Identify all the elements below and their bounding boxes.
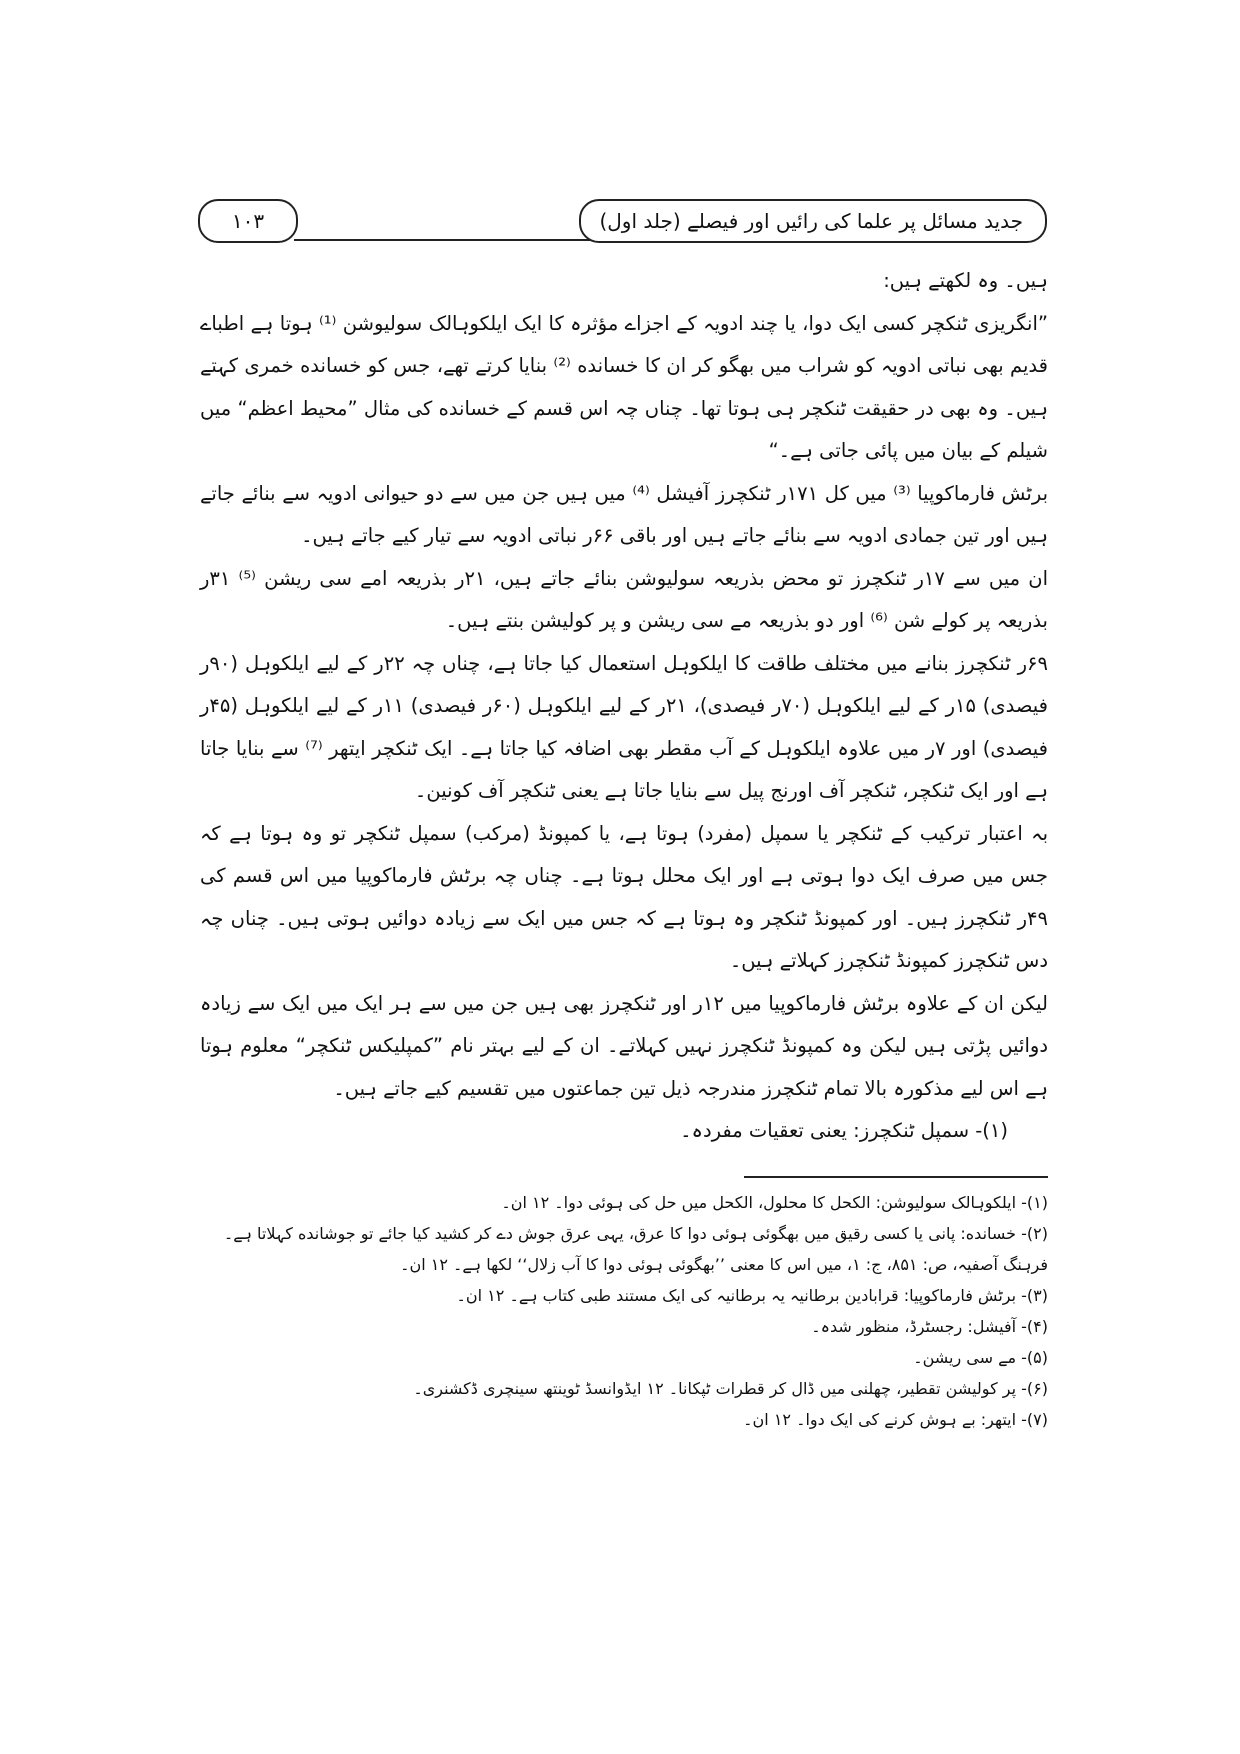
page-number: ۱۰۳ <box>198 199 298 243</box>
footnotes <box>200 1187 1048 1435</box>
footnote: (۵)- مے سی ریشن۔ <box>913 1348 1048 1367</box>
footnote: (۳)- برٹش فارماکوپیا: قرابادین برطانیہ یہ برطانیہ کی ایک مستند طبی کتاب ہے۔ ۱۲ ان۔ <box>456 1286 1048 1305</box>
footnote: (۶)- پر کولیشن تقطیر، چھلنی میں ڈال کر قطرات ٹپکانا۔ ۱۲ ایڈوانسڈ ٹوینتھ سینچری ڈکشنری۔ <box>413 1379 1048 1398</box>
footnote: (۴)- آفیشل: رجسٹرڈ، منظور شدہ۔ <box>811 1317 1048 1336</box>
footnote: (۷)- ایتھر: بے ہوش کرنے کی ایک دوا۔ ۱۲ ان۔ <box>743 1410 1048 1429</box>
body-paragraph: ۶۹ر ٹنکچرز بنانے میں مختلف طاقت کا ایلکوہل استعمال کیا جاتا ہے، چناں چہ ۲۲ر کے لیے ایلکوہل (۹۰ر فیصدی) ۱۵ر کے لیے ایلکوہل (۷۰ر فیصدی)، ۲۱ر کے لیے ایلکوہل (۶۰ر فیصدی) ۱۱ر کے لیے ایلکوہل (۴۵ر فیصدی) اور ۷ر میں علاوہ ایلکوہل کے آب مقطر بھی اضافہ کیا جاتا ہے۔ ایک ٹنکچر ایتھر ⁽⁷⁾ سے بنایا جاتا ہے اور ایک ٹنکچر، ٹنکچر آف اورنج پیل سے بنایا جاتا ہے یعنی ٹنکچر آف کونین۔ <box>200 651 1049 802</box>
main-text <box>200 260 1048 1153</box>
body-paragraph: ہیں۔ وہ لکھتے ہیں: <box>883 269 1048 292</box>
footnote: (۱)- ایلکوہالک سولیوشن: الکحل کا محلول، الکحل میں حل کی ہوئی دوا۔ ۱۲ ان۔ <box>501 1193 1048 1212</box>
body-paragraph: (۱)- سمپل ٹنکچرز: یعنی تعقیات مفردہ۔ <box>680 1119 1008 1142</box>
footnote: (۲)- خسانده: پانی یا کسی رقیق میں بھگوئی ہوئی دوا کا عرق، یہی عرق جوش دے کر کشید کیا جائے تو جوشانده کہلاتا ہے۔ فرہنگ آصفیہ، ص: ۸۵۱، ج: ۱، میں اس کا معنی ’’بھگوئی ہوئی دوا کا آب زلال‘‘ لکھا ہے۔ ۱۲ ان۔ <box>223 1224 1048 1274</box>
body-paragraph: بہ اعتبار ترکیب کے ٹنکچر یا سمپل (مفرد) ہوتا ہے، یا کمپونڈ (مرکب) سمپل ٹنکچر تو وہ ہوتا ہے کہ جس میں صرف ایک دوا ہوتی ہے اور ایک محلل ہوتا ہے۔ چناں چہ برٹش فارماکوپیا میں اس قسم کی ۴۹ر ٹنکچرز ہیں۔ اور کمپونڈ ٹنکچر وہ ہوتا ہے کہ جس میں ایک سے زیادہ دوائیں ہوتی ہیں۔ چناں چہ دس ٹنکچرز کمپونڈ ٹنکچرز کہلاتے ہیں۔ <box>200 821 1048 972</box>
body-paragraph: ”انگریزی ٹنکچر کسی ایک دوا، یا چند ادویہ کے اجزاے مؤثرہ کا ایک ایلکوہالک سولیوشن ⁽¹⁾ ہوتا ہے اطباے قدیم بھی نباتی ادویہ کو شراب میں بھگو کر ان کا خسانده ⁽²⁾ بنایا کرتے تھے، جس کو خسانده خمری کہتے ہیں۔ وہ بھی در حقیقت ٹنکچر ہی ہوتا تھا۔ چناں چہ اس قسم کے خسانده کی مثال ”محیط اعظم“ میں شیلم کے بیان میں پائی جاتی ہے۔“ <box>200 311 1048 462</box>
footnote-separator <box>744 1176 1048 1178</box>
page-header <box>198 199 1047 243</box>
body-paragraph: لیکن ان کے علاوہ برٹش فارماکوپیا میں ۱۲ر اور ٹنکچرز بھی ہیں جن میں سے ہر ایک میں ایک سے زیادہ دوائیں پڑتی ہیں لیکن وہ کمپونڈ ٹنکچرز نہیں کہلاتے۔ ان کے لیے بہتر نام ”کمپلیکس ٹنکچر“ معلوم ہوتا ہے اس لیے مذکورہ بالا تمام ٹنکچرز مندرجہ ذیل تین جماعتوں میں تقسیم کیے جاتے ہیں۔ <box>200 991 1048 1100</box>
body-paragraph: ان میں سے ۱۷ر ٹنکچرز تو محض بذریعہ سولیوشن بنائے جاتے ہیں، ۲۱ر بذریعہ امے سی ریشن ⁽⁵⁾ ۳۱ر بذریعہ پر کولے شن ⁽⁶⁾ اور دو بذریعہ مے سی ریشن و پر کولیشن بنتے ہیں۔ <box>200 566 1048 632</box>
body-paragraph: برٹش فارماکوپیا ⁽³⁾ میں کل ۱۷۱ر ٹنکچرز آفیشل ⁽⁴⁾ میں ہیں جن میں سے دو حیوانی ادویہ سے بنائے جاتے ہیں اور تین جمادی ادویہ سے بنائے جاتے ہیں اور باقی ۶۶ر نباتی ادویہ سے تیار کیے جاتے ہیں۔ <box>200 481 1049 547</box>
book-title: جدید مسائل پر علما کی رائیں اور فیصلے (جلد اول) <box>579 199 1047 243</box>
